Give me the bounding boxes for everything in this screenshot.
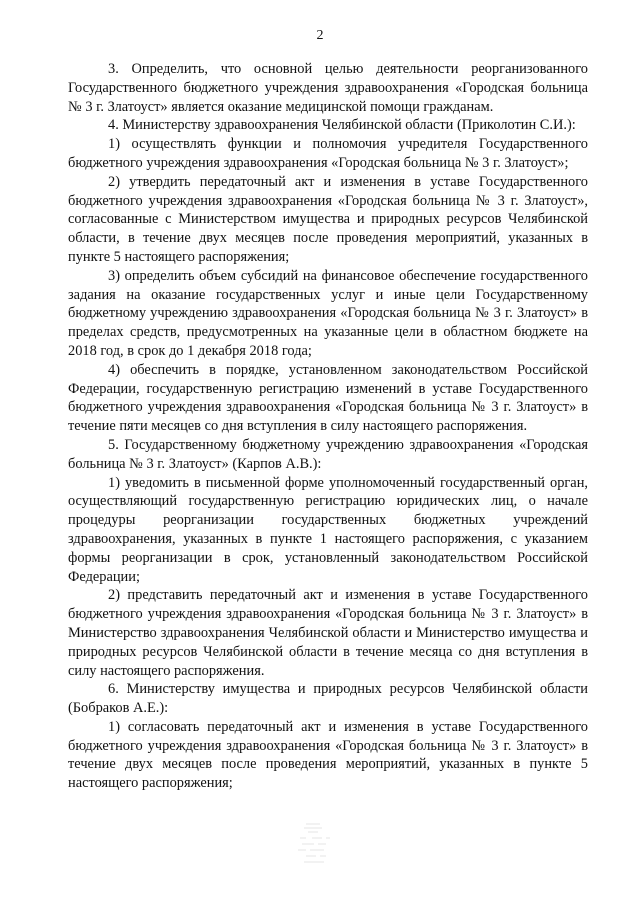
paragraph-5-item-2: 2) представить передаточный акт и изменения в уставе Государственного бюджетного учреждения здравоохранения «Городская больница № 3 г. Златоуст» в Министерство здравоохранения Челябинской области и Министерство имущества и природных ресурсов Челябинской области в течение месяца со дня вступления в силу настоящего распоряжения. (68, 587, 588, 679)
page-number: 2 (316, 28, 324, 43)
faint-stamp-mark (292, 818, 338, 866)
paragraph-4-item-3: 3) определить объем субсидий на финансовое обеспечение государственного задания на оказание государственных услуг и иные цели Государственному бюджетному учреждению здравоохранения «Городская больница № 3 г. Златоуст» в пределах средств, предусмотренных на указанные цели в областном бюджете на 2018 год, в срок до 1 декабря 2018 года; (68, 267, 588, 359)
paragraph-4: 4. Министерству здравоохранения Челябинской области (Приколотин С.И.): (108, 117, 576, 134)
paragraph-5: 5. Государственному бюджетному учреждению здравоохранения «Городская больница № 3 г. Златоуст» (Карпов А.В.): (68, 436, 588, 472)
document-body (68, 60, 588, 793)
paragraph-4-item-2: 2) утвердить передаточный акт и изменения в уставе Государственного бюджетного учреждения здравоохранения «Городская больница № 3 г. Златоуст», согласованные с Министерством имущества и природных ресурсов Челябинской области, в течение двух месяцев после проведения мероприятий, указанных в пункте 5 настоящего распоряжения; (68, 173, 588, 265)
paragraph-6-item-1: 1) согласовать передаточный акт и изменения в уставе Государственного бюджетного учреждения здравоохранения «Городская больница № 3 г. Златоуст» в течение двух месяцев после проведения мероприятий, указанных в пункте 5 настоящего распоряжения; (68, 718, 588, 792)
paragraph-4-item-1: 1) осуществлять функции и полномочия учредителя Государственного бюджетного учреждения здравоохранения «Городская больница № 3 г. Златоуст»; (68, 136, 588, 171)
paragraph-4-item-4: 4) обеспечить в порядке, установленном законодательством Российской Федерации, государственную регистрацию изменений в уставе Государственного бюджетного учреждения здравоохранения «Городская больница № 3 г. Златоуст» в течение пяти месяцев со дня вступления в силу настоящего распоряжения. (68, 361, 588, 435)
paragraph-3: 3. Определить, что основной целью деятельности реорганизованного Государственного бюджетного учреждения здравоохранения «Городская больница № 3 г. Златоуст» является оказание медицинской помощи гражданам. (68, 61, 588, 115)
paragraph-5-item-1: 1) уведомить в письменной форме уполномоченный государственный орган, осуществляющий государственную регистрацию юридических лиц, о начале процедуры реорганизации государственных бюджетных учреждений здравоохранения, указанных в пункте 1 настоящего распоряжения, с указанием формы реорганизации в срок, установленный законодательством Российской Федерации; (68, 474, 588, 585)
paragraph-6: 6. Министерству имущества и природных ресурсов Челябинской области (Бобраков А.Е.): (68, 681, 588, 717)
